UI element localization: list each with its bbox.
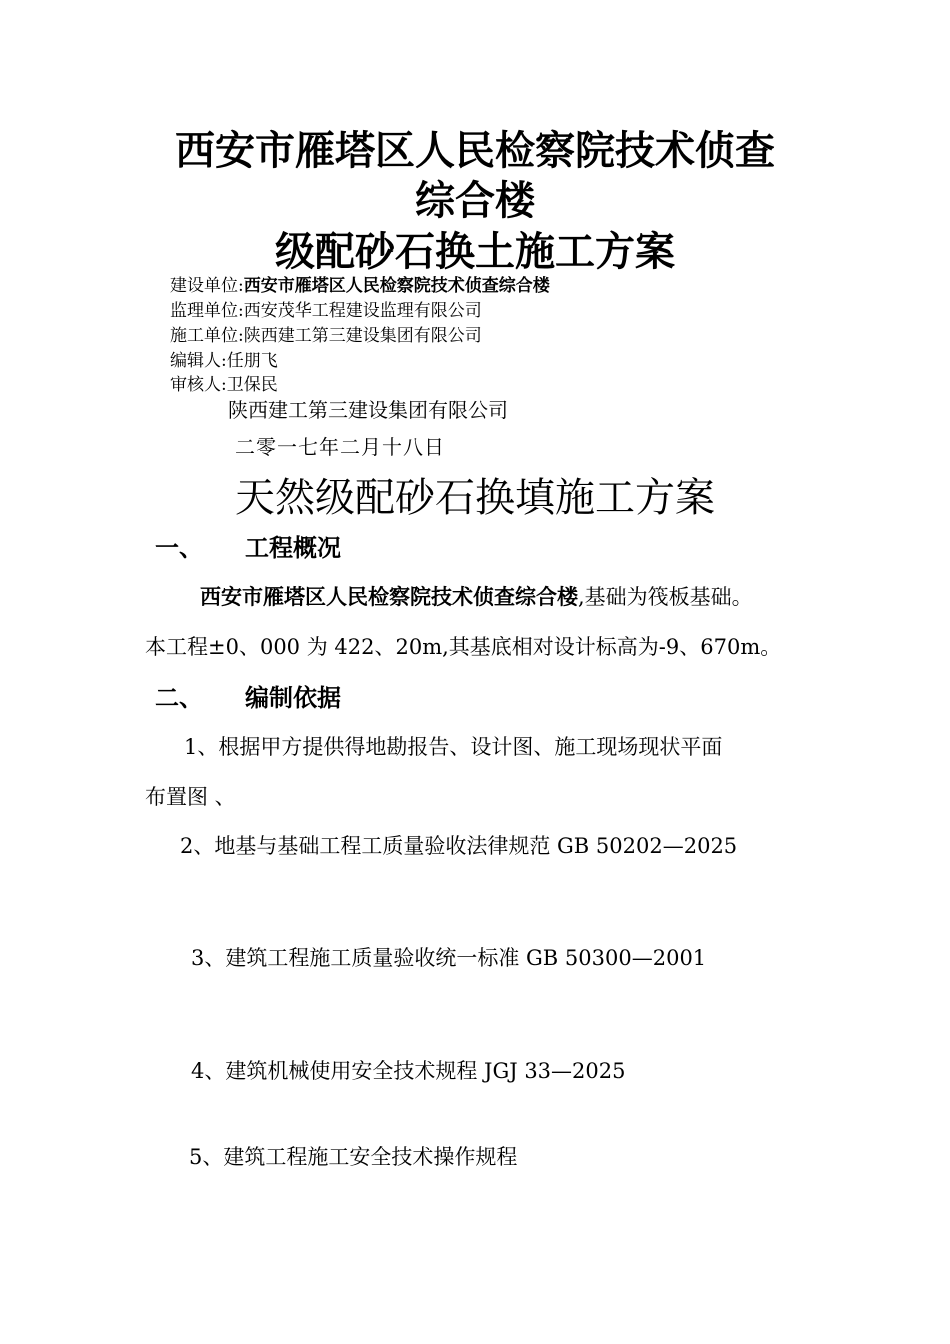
info-row-editor	[170, 350, 278, 372]
section-1-heading	[155, 533, 341, 563]
cover-date: 二零一七年二月十八日	[235, 435, 445, 459]
cover-title-line-1: 西安市雁塔区人民检察院技术侦查	[175, 127, 775, 174]
info-value: 任朋飞	[226, 351, 278, 371]
basis-item-3: 3、建筑工程施工质量验收统一标准 GB 50300—2001	[191, 946, 707, 970]
paragraph-text: ,基础为筏板基础。	[578, 585, 753, 609]
section-1-paragraph-line-2: 本工程±0、000 为 422、20m,其基底相对设计标高为-9、670m。	[145, 635, 782, 659]
section-2-title: 编制依据	[245, 684, 341, 712]
info-label: 监理单位:	[170, 301, 244, 321]
info-row-reviewer	[170, 374, 278, 396]
info-label: 建设单位:	[170, 276, 244, 296]
basis-item-4: 4、建筑机械使用安全技术规程 JGJ 33—2025	[191, 1059, 626, 1083]
info-label: 编辑人:	[170, 351, 227, 371]
basis-item-2: 2、地基与基础工程工质量验收法律规范 GB 50202—2025	[180, 834, 738, 858]
info-row-supervisor	[170, 300, 482, 322]
info-row-client	[170, 275, 550, 297]
cover-company: 陕西建工第三建设集团有限公司	[228, 398, 508, 422]
info-value: 卫保民	[226, 375, 278, 395]
basis-item-1-line-1: 1、根据甲方提供得地勘报告、设计图、施工现场现状平面	[184, 735, 723, 759]
info-label: 施工单位:	[170, 326, 244, 346]
main-title: 天然级配砂石换填施工方案	[235, 475, 715, 521]
project-name: 西安市雁塔区人民检察院技术侦查综合楼	[200, 584, 578, 609]
info-value: 西安市雁塔区人民检察院技术侦查综合楼	[243, 276, 550, 296]
section-1-paragraph-line-1	[200, 583, 753, 611]
section-1-title: 工程概况	[245, 534, 341, 562]
info-label: 审核人:	[170, 375, 227, 395]
cover-title-line-2: 综合楼	[415, 177, 535, 224]
info-row-contractor	[170, 325, 482, 347]
section-1-number: 一、	[155, 534, 203, 562]
info-value: 西安茂华工程建设监理有限公司	[243, 301, 482, 321]
basis-item-1-line-2: 布置图 、	[145, 785, 236, 809]
section-2-heading	[155, 683, 341, 713]
basis-item-5: 5、建筑工程施工安全技术操作规程	[189, 1145, 518, 1169]
info-value: 陕西建工第三建设集团有限公司	[243, 326, 482, 346]
section-2-number: 二、	[155, 684, 203, 712]
cover-title-line-3: 级配砂石换土施工方案	[275, 228, 675, 275]
